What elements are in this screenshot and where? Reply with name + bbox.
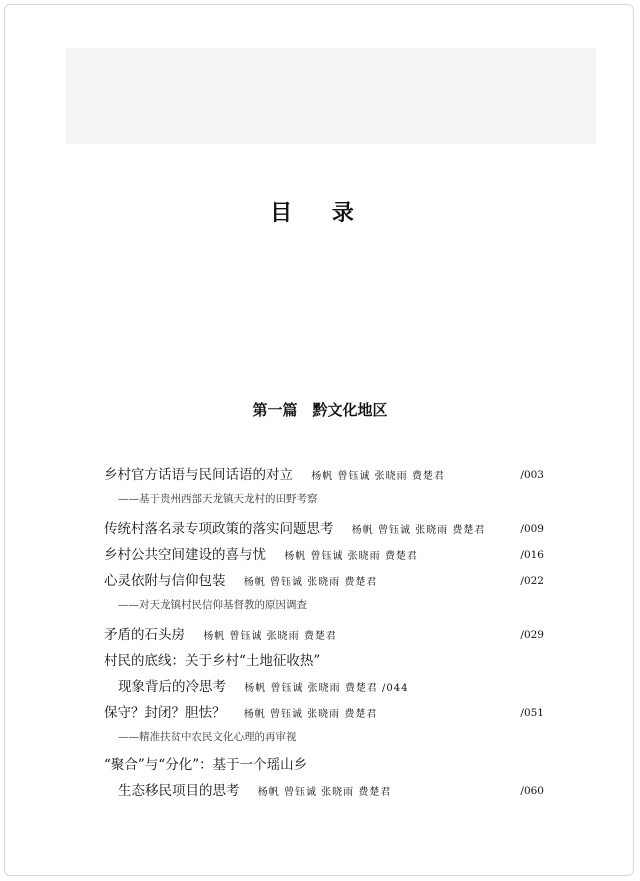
entry-page: /029: [520, 629, 544, 641]
entry-authors: 杨帆 曾钰诚 张晓雨 费楚君: [311, 471, 445, 482]
entry-title: 村民的底线：关于乡村“土地征收热”: [104, 653, 321, 669]
toc-entry[interactable]: [104, 700, 544, 726]
entry-page: /009: [520, 523, 544, 535]
entry-authors: 杨帆 曾钰诚 张晓雨 费楚君: [203, 631, 337, 642]
entry-page: /022: [520, 575, 544, 587]
entry-title: 传统村落名录专项政策的落实问题思考: [104, 521, 334, 537]
toc-entry[interactable]: [104, 568, 544, 594]
toc-entry[interactable]: [104, 516, 544, 542]
entry-title: 乡村公共空间建设的喜与忧: [104, 547, 266, 563]
entry-title: “聚合”与“分化”：基于一个瑶山乡: [104, 757, 308, 773]
toc-entry[interactable]: [104, 752, 544, 778]
entry-title: 矛盾的石头房: [104, 627, 185, 643]
entry-page: /051: [520, 707, 544, 719]
entry-page: /016: [520, 549, 544, 561]
entry-authors: 杨帆 曾钰诚 张晓雨 费楚君: [243, 577, 378, 588]
toc-entry[interactable]: [104, 542, 544, 568]
entry-authors: 杨帆 曾钰诚 张晓雨 费楚君: [351, 525, 486, 536]
page-title: 目 录: [270, 200, 370, 226]
entry-authors: 杨帆 曾钰诚 张晓雨 费楚君: [284, 551, 418, 562]
toc-entry[interactable]: [104, 622, 544, 648]
entry-subtitle: ——精准扶贫中农民文化心理的再审视: [118, 731, 297, 743]
entry-title-line2: 现象背后的冷思考: [118, 679, 226, 695]
entry-authors: 杨帆 曾钰诚 张晓雨 费楚君: [257, 787, 392, 798]
entry-title-line2: 生态移民项目的思考: [118, 783, 240, 799]
entry-title: 心灵依附与信仰包装: [104, 573, 226, 589]
toc-entry-continued[interactable]: [104, 778, 544, 804]
entry-subtitle: ——对天龙镇村民信仰基督教的原因调查: [118, 599, 307, 611]
entry-page: /060: [520, 785, 544, 797]
toc-entry[interactable]: [104, 648, 544, 674]
entry-authors: 杨帆 曾钰诚 张晓雨 费楚君 /044: [244, 683, 409, 694]
entry-authors: 杨帆 曾钰诚 张晓雨 费楚君: [243, 709, 378, 720]
section-title: 第一篇 黔文化地区: [252, 401, 388, 419]
entry-title: 乡村官方话语与民间话语的对立: [104, 467, 293, 483]
toc-entry-continued[interactable]: [104, 674, 544, 700]
toc-list: [104, 462, 544, 804]
entry-subtitle: ——基于贵州西部天龙镇天龙村的田野考察: [118, 493, 318, 505]
toc-entry[interactable]: [104, 462, 544, 488]
entry-title: 保守？封闭？胆怯？: [104, 705, 226, 721]
header-band: [66, 48, 596, 144]
entry-page: /003: [520, 469, 544, 481]
